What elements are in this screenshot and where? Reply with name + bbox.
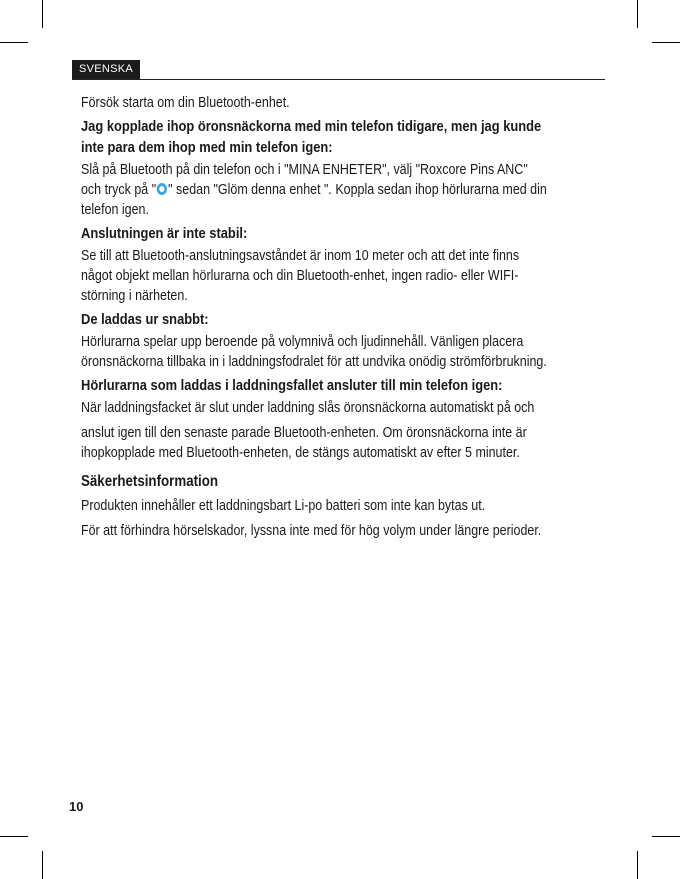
faq-question-line: Jag kopplade ihop öronsnäckorna med min telefon tidigare, men jag kunde: [81, 118, 542, 135]
crop-mark: [637, 0, 638, 28]
safety-title: Säkerhetsinformation: [81, 473, 219, 490]
safety-line: Produkten innehåller ett laddningsbart Li-po batteri som inte kan bytas ut.: [81, 498, 486, 514]
faq-question-line: inte para dem ihop med min telefon igen:: [81, 139, 333, 156]
safety-line: För att förhindra hörselskador, lyssna inte med för hög volym under längre perioder.: [81, 523, 542, 539]
faq-question: [81, 116, 600, 158]
faq-answer-line: anslut igen till den senaste parade Bluetooth-enheten. Om öronsnäckorna inte är: [81, 425, 527, 441]
safety-text: [81, 496, 600, 541]
language-header: [72, 60, 605, 80]
info-circle-icon: [157, 183, 167, 195]
page-number: 10: [69, 799, 84, 814]
crop-mark: [0, 42, 28, 43]
crop-mark: [0, 836, 28, 837]
intro-text: Försök starta om din Bluetooth-enhet.: [81, 95, 290, 111]
faq-answer: [81, 398, 600, 463]
faq-question-line: Hörlurarna som laddas i laddningsfallet ansluter till min telefon igen:: [81, 377, 503, 394]
faq-answer-line: [81, 180, 600, 200]
crop-mark: [42, 0, 43, 28]
faq-answer-fragment: och tryck på ": [81, 182, 157, 198]
faq-answer: [81, 332, 600, 372]
faq-answer-line: Slå på Bluetooth på din telefon och i "MINA ENHETER", välj "Roxcore Pins ANC": [81, 162, 528, 178]
faq-answer: [81, 246, 600, 306]
faq-question-line: Anslutningen är inte stabil:: [81, 225, 248, 242]
faq-answer-fragment: " sedan "Glöm denna enhet ". Koppla sedan ihop hörlurarna med din: [168, 182, 547, 198]
faq-answer: [81, 160, 600, 220]
faq-answer-line: Se till att Bluetooth-anslutningsavståndet är inom 10 meter och att det inte finns: [81, 248, 520, 264]
faq-answer-line: Hörlurarna spelar upp beroende på volymnivå och ljudinnehåll. Vänligen placera: [81, 334, 524, 350]
faq-question-line: De laddas ur snabbt:: [81, 311, 209, 328]
manual-content: [81, 93, 600, 544]
faq-answer-line: När laddningsfacket är slut under laddning slås öronsnäckorna automatiskt på och: [81, 400, 535, 416]
faq-question: [81, 223, 600, 244]
crop-mark: [652, 42, 680, 43]
crop-mark: [652, 836, 680, 837]
faq-answer-line: störning i närheten.: [81, 288, 188, 304]
faq-answer-line: telefon igen.: [81, 202, 149, 218]
faq-question: [81, 309, 600, 330]
faq-answer-line: öronsnäckorna tillbaka in i laddningsfodralet för att undvika onödig strömförbrukning.: [81, 354, 547, 370]
faq-answer-line: något objekt mellan hörlurarna och din Bluetooth-enhet, ingen radio- eller WIFI-: [81, 268, 519, 284]
language-tag: SVENSKA: [72, 60, 140, 79]
crop-mark: [637, 851, 638, 879]
crop-mark: [42, 851, 43, 879]
faq-question: [81, 375, 600, 396]
header-rule: [72, 79, 605, 80]
faq-answer-line: ihopkopplade med Bluetooth-enheten, de stängs automatiskt av efter 5 minuter.: [81, 445, 520, 461]
